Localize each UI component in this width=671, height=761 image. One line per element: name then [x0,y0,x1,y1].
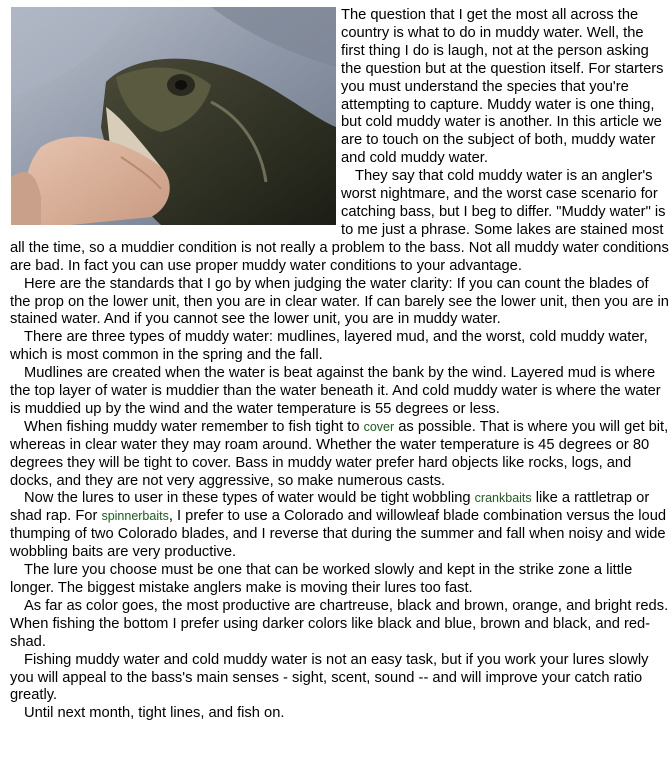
paragraph: There are three types of muddy water: mudlines, layered mud, and the worst, cold muddy water, which is most common in the spring and the fall. [10,329,648,364]
bass-photo [11,7,336,225]
paragraph: The lure you choose must be one that can be worked slowly and kept in the strike zone a little longer. The biggest mistake anglers make is moving their lures too fast. [10,562,633,596]
text-segment: , I prefer to use a Colorado and willowleaf blade combination versus the loud thumping of two Colorado blades, and I reverse that during the summer and fall when noisy and wide wobbling baits are very productive. [10,508,667,561]
paragraph: They say that cold muddy water is an angler's worst nightmare, and the worst case scenario for catching bass, but I beg to differ. "Muddy water" is to me just a phrase. Some lakes are stained most all the time, so a muddier condition is not really a problem to the bass. Not all muddy water conditions are bad. In fact you can use proper muddy water conditions to your advantage. [10,168,669,274]
paragraph: Mudlines are created when the water is beat against the bank by the wind. Layered mud is where the top layer of water is muddier than the water beneath it. And cold muddy water is where the water is muddied up by the wind and the water temperature is 55 degrees or less. [10,365,661,417]
paragraph: Fishing muddy water and cold muddy water is not an easy task, but if you work your lures slowly you will appeal to the bass's main senses - sight, scent, sound -- and will improve your catch ratio greatly. [10,651,649,704]
paragraph [10,490,669,562]
paragraph [10,419,669,491]
text-segment: Now the lures to user in these types of water would be tight wobbling [24,490,475,507]
crankbaits-link[interactable]: crankbaits [474,491,532,506]
cover-link[interactable]: cover [363,419,395,434]
paragraph: Until next month, tight lines, and fish on. [24,705,285,722]
text-segment: as possible. That is where you will get bit, whereas in clear water they may roam around. Whether the water temperature is 45 degrees or 80 degrees they will be tight to cover. Bass in muddy water prefer hard objects like rocks, logs, and docks, and they are not very aggressive, so make numerous casts. [10,418,669,489]
paragraph: Here are the standards that I go by when judging the water clarity: If you can count the blades of the prop on the lower unit, then you are in clear water. If can barely see the lower unit, then you are in stained water. And if you cannot see the lower unit, you are in muddy water. [10,275,669,328]
paragraph: As far as color goes, the most productive are chartreuse, black and brown, orange, and bright reds. When fishing the bottom I prefer using darker colors like black and blue, brown and black, and red-shad. [10,597,669,650]
paragraph: The question that I get the most all across the country is what to do in muddy water. Well, the first thing I do is laugh, not at the person asking the question but at the question itself. For starters you must understand the species that you're attempting to capture. Muddy water is one thing, but cold muddy water is another. In this article we are to touch on the subject of both, muddy water and cold muddy water. [341,7,664,167]
text-segment: like a rattletrap or shad rap. For [10,490,650,525]
text-segment: When fishing muddy water remember to fish tight to [24,418,364,435]
spinnerbaits-link[interactable]: spinnerbaits [101,509,169,524]
